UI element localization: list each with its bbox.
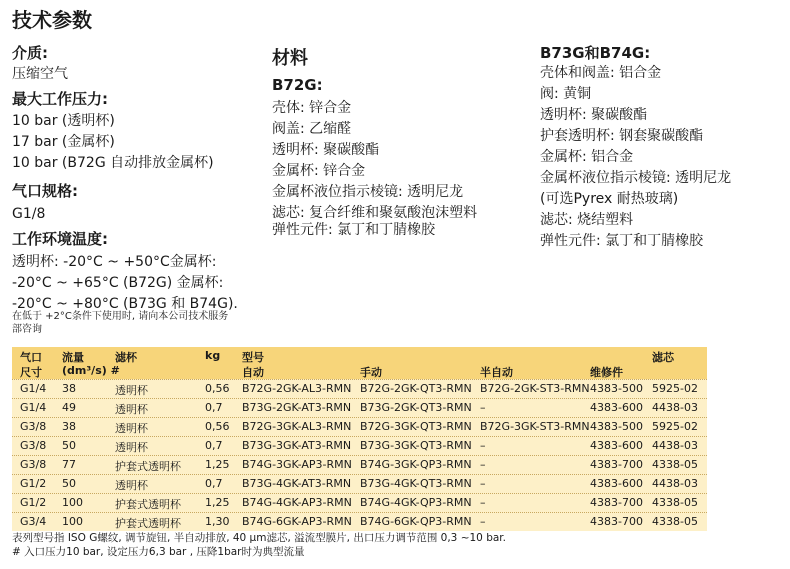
material-item: 滤芯: 烧结塑料 <box>540 212 634 228</box>
cell-flow: 49 <box>62 401 76 414</box>
b73g-b74g-materials-list <box>540 63 731 252</box>
header-model: 型号 <box>242 351 264 364</box>
cell-semi: B72G-2GK-ST3-RMN <box>480 382 590 395</box>
material-item: 壳体和阀盖: 铝合金 <box>540 65 662 81</box>
material-item: 弹性元件: 氯丁和丁腈橡胶 <box>540 233 704 249</box>
material-item: (可选Pyrex 耐热玻璃) <box>540 191 679 207</box>
table-row <box>12 474 707 493</box>
cell-element: 4438-03 <box>652 477 698 490</box>
cell-manual: B73G-2GK-QT3-RMN <box>360 401 472 414</box>
cell-kg: 1,25 <box>205 496 230 509</box>
cell-flow: 38 <box>62 382 76 395</box>
cell-kg: 1,25 <box>205 458 230 471</box>
materials-heading: 材料 <box>272 48 308 69</box>
cell-auto: B72G-2GK-AL3-RMN <box>242 382 352 395</box>
table-row <box>12 417 707 436</box>
cell-flow: 100 <box>62 515 83 528</box>
cell-kit: 4383-600 <box>590 477 643 490</box>
footnote: # 入口压力10 bar, 设定压力6,3 bar , 压降1bar时为典型流量 <box>12 546 305 558</box>
port-label: 气口规格: <box>12 182 78 200</box>
material-item: 金属杯: 铝合金 <box>540 149 634 165</box>
b72g-materials-list <box>272 98 477 241</box>
cell-manual: B73G-3GK-QT3-RMN <box>360 439 472 452</box>
temp-note-line: 在低于 +2°C条件下使用时, 请向本公司技术服务 <box>12 311 229 322</box>
cell-element: 4438-03 <box>652 439 698 452</box>
table-header <box>12 347 707 379</box>
medium-value: 压缩空气 <box>12 66 68 82</box>
cell-element: 4338-05 <box>652 496 698 509</box>
cell-bowl: 护套式透明杯 <box>115 498 181 511</box>
cell-kit: 4383-700 <box>590 458 643 471</box>
material-item: 壳体: 锌合金 <box>272 100 352 116</box>
cell-element: 5925-02 <box>652 382 698 395</box>
cell-port: G1/2 <box>20 496 47 509</box>
material-item: 弹性元件: 氯丁和丁腈橡胶 <box>272 222 436 238</box>
cell-flow: 38 <box>62 420 76 433</box>
temp-note <box>12 310 228 336</box>
material-item: 阀盖: 乙缩醛 <box>272 121 352 137</box>
medium-label: 介质: <box>12 44 48 62</box>
table-body <box>12 379 707 531</box>
cell-semi: – <box>480 477 486 490</box>
cell-auto: B73G-4GK-AT3-RMN <box>242 477 352 490</box>
cell-kit: 4383-500 <box>590 382 643 395</box>
cell-kg: 0,7 <box>205 401 223 414</box>
header-port-2: 尺寸 <box>20 366 42 379</box>
temp-label: 工作环境温度: <box>12 230 108 248</box>
material-item: 护套透明杯: 钢套聚碳酸酯 <box>540 128 704 144</box>
cell-flow: 100 <box>62 496 83 509</box>
material-item: 透明杯: 聚碳酸酯 <box>272 142 380 158</box>
cell-kit: 4383-700 <box>590 515 643 528</box>
cell-kit: 4383-700 <box>590 496 643 509</box>
material-item: 透明杯: 聚碳酸酯 <box>540 107 648 123</box>
header-manual: 手动 <box>360 366 382 379</box>
cell-flow: 77 <box>62 458 76 471</box>
footnote: 表列型号指 ISO G螺纹, 调节旋钮, 半自动排放, 40 µm滤芯, 溢流型膜片, 出口压力调节范围 0,3 ~10 bar. <box>12 532 506 544</box>
page-title: 技术参数 <box>12 8 92 32</box>
cell-port: G3/8 <box>20 439 47 452</box>
pressure-label: 最大工作压力: <box>12 90 108 108</box>
pressure-value: 10 bar (B72G 自动排放金属杯) <box>12 155 214 171</box>
cell-port: G1/4 <box>20 382 47 395</box>
header-flow-1: 流量 <box>62 351 84 364</box>
cell-manual: B72G-2GK-QT3-RMN <box>360 382 472 395</box>
header-auto: 自动 <box>242 366 264 379</box>
cell-element: 4338-05 <box>652 458 698 471</box>
port-value: G1/8 <box>12 206 46 222</box>
header-kit: 维修件 <box>590 366 623 379</box>
header-bowl: 滤杯 <box>115 351 137 364</box>
cell-bowl: 透明杯 <box>115 422 148 435</box>
material-item: 滤芯: 复合纤维和聚氨酸泡沫塑料 <box>272 205 478 221</box>
cell-kg: 0,56 <box>205 382 230 395</box>
b73g-b74g-label: B73G和B74G: <box>540 44 651 62</box>
table-row <box>12 493 707 512</box>
cell-kg: 1,30 <box>205 515 230 528</box>
header-element: 滤芯 <box>652 351 674 364</box>
cell-semi: – <box>480 515 486 528</box>
header-port-1: 气口 <box>20 351 42 364</box>
cell-manual: B72G-3GK-QT3-RMN <box>360 420 472 433</box>
cell-auto: B74G-4GK-AP3-RMN <box>242 496 352 509</box>
cell-bowl: 透明杯 <box>115 403 148 416</box>
cell-bowl: 透明杯 <box>115 384 148 397</box>
header-flow-2: (dm³/s) # <box>62 364 120 377</box>
temp-value: -20°C ~ +80°C (B73G 和 B74G). <box>12 296 238 312</box>
cell-port: G1/4 <box>20 401 47 414</box>
cell-bowl: 透明杯 <box>115 441 148 454</box>
table-row <box>12 398 707 417</box>
cell-manual: B74G-6GK-QP3-RMN <box>360 515 472 528</box>
cell-auto: B72G-3GK-AL3-RMN <box>242 420 352 433</box>
cell-semi: – <box>480 458 486 471</box>
header-semi: 半自动 <box>480 366 513 379</box>
temp-values <box>12 252 238 315</box>
cell-flow: 50 <box>62 439 76 452</box>
table-row <box>12 455 707 474</box>
cell-semi: B72G-3GK-ST3-RMN <box>480 420 590 433</box>
cell-auto: B74G-3GK-AP3-RMN <box>242 458 352 471</box>
cell-kit: 4383-500 <box>590 420 643 433</box>
header-kg: kg <box>205 349 221 362</box>
cell-element: 5925-02 <box>652 420 698 433</box>
specs-table <box>12 347 707 531</box>
pressure-value: 17 bar (金属杯) <box>12 134 115 150</box>
cell-kit: 4383-600 <box>590 401 643 414</box>
temp-value: 透明杯: -20°C ~ +50°C金属杯: <box>12 254 217 270</box>
cell-flow: 50 <box>62 477 76 490</box>
b72g-label: B72G: <box>272 76 323 94</box>
cell-bowl: 透明杯 <box>115 479 148 492</box>
cell-bowl: 护套式透明杯 <box>115 460 181 473</box>
cell-manual: B74G-3GK-QP3-RMN <box>360 458 472 471</box>
temp-note-line: 部咨询 <box>12 324 42 335</box>
material-item: 金属杯: 锌合金 <box>272 163 366 179</box>
material-item: 金属杯液位指示棱镜: 透明尼龙 <box>272 184 464 200</box>
cell-kg: 0,7 <box>205 439 223 452</box>
table-row <box>12 379 707 398</box>
cell-kg: 0,56 <box>205 420 230 433</box>
pressure-values <box>12 111 214 174</box>
cell-manual: B74G-4GK-QP3-RMN <box>360 496 472 509</box>
cell-semi: – <box>480 439 486 452</box>
cell-auto: B73G-2GK-AT3-RMN <box>242 401 352 414</box>
pressure-value: 10 bar (透明杯) <box>12 113 115 129</box>
cell-port: G1/2 <box>20 477 47 490</box>
material-item: 金属杯液位指示棱镜: 透明尼龙 <box>540 170 732 186</box>
cell-element: 4338-05 <box>652 515 698 528</box>
cell-manual: B73G-4GK-QT3-RMN <box>360 477 472 490</box>
table-footnotes <box>12 531 506 559</box>
cell-kg: 0,7 <box>205 477 223 490</box>
cell-kit: 4383-600 <box>590 439 643 452</box>
cell-auto: B73G-3GK-AT3-RMN <box>242 439 352 452</box>
cell-bowl: 护套式透明杯 <box>115 517 181 530</box>
material-item: 阀: 黄铜 <box>540 86 592 102</box>
cell-semi: – <box>480 401 486 414</box>
cell-port: G3/4 <box>20 515 47 528</box>
table-row <box>12 512 707 531</box>
temp-value: -20°C ~ +65°C (B72G) 金属杯: <box>12 275 224 291</box>
cell-port: G3/8 <box>20 420 47 433</box>
table-row <box>12 436 707 455</box>
cell-element: 4438-03 <box>652 401 698 414</box>
cell-port: G3/8 <box>20 458 47 471</box>
cell-auto: B74G-6GK-AP3-RMN <box>242 515 352 528</box>
cell-semi: – <box>480 496 486 509</box>
